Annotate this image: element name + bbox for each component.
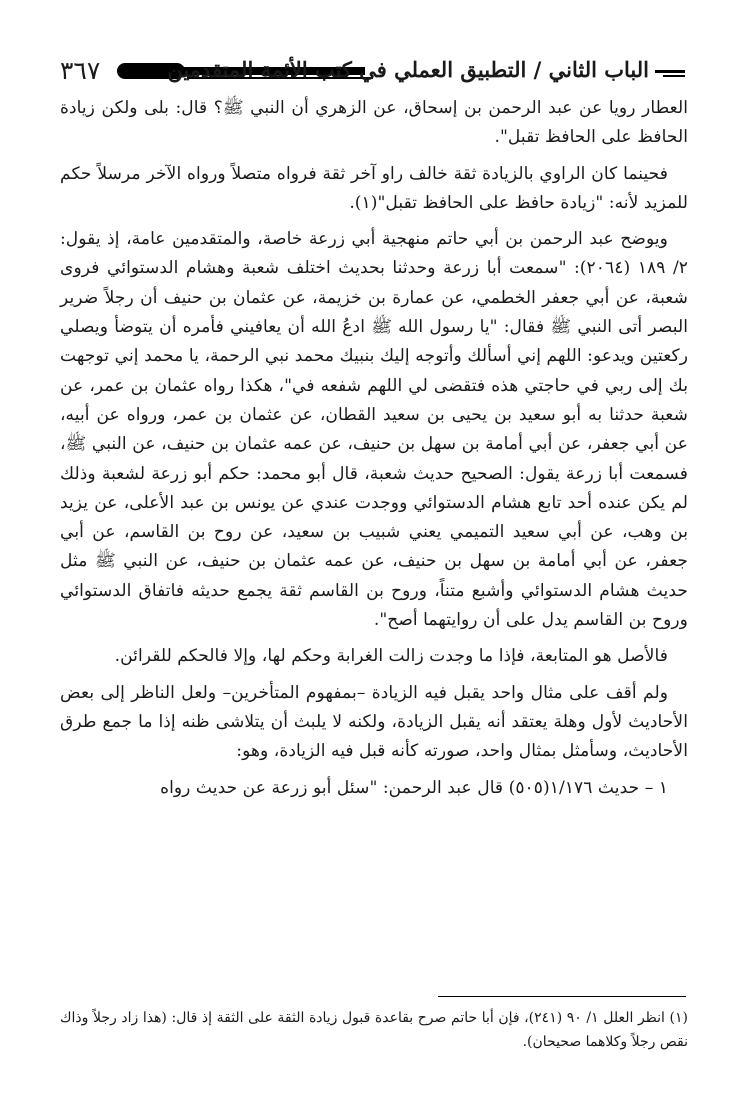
paragraph: ويوضح عبد الرحمن بن أبي حاتم منهجية أبي زرعة خاصة، والمتقدمين عامة، إذ يقول: ٢/ ١٨٩ (٢٠٦٤): "سمعت أبا زرعة وحدثنا بحديث اختلف شعبة وهشام الدستوائي فروى شعبة، عن أبي جعفر الخطمي، عن عمارة بن خزيمة، عن عثمان بن حنيف أن رجلاً ضرير البصر أتى النبي ﷺ فقال: "يا رسول الله ﷺ ادعُ الله أن يعافيني فأمره أن يتوضأ ويصلي ركعتين ويدعو: اللهم إني أسألك وأتوجه إليك بنبيك محمد نبي الرحمة، يا محمد إني توجهت بك إلى ربي في حاجتي هذه فتقضى لي اللهم شفعه في"، هكذا رواه عثمان بن عمر، عن شعبة حدثنا به أبو سعيد بن يحيى بن سعيد القطان، عن عثمان بن عمر، ورواه عن أبيه، عن أبي جعفر، عن أبي أمامة بن سهل بن حنيف، عن عمه عثمان بن حنيف، عن النبي ﷺ، فسمعت أبا زرعة يقول: الصحيح حديث شعبة، قال أبو محمد: حكم أبو زرعة لشعبة وذلك لم يكن عنده أحد تابع هشام الدستوائي ووجدت عندي عن يونس بن عبد الأعلى، عن يزيد بن وهب، عن أبي سعيد التميمي يعني شبيب بن سعيد، عن روح بن القاسم، عن أبي جعفر، عن أبي أمامة بن سهل بن حنيف، عن عمه عثمان بن حنيف، عن النبي ﷺ مثل حديث هشام الدستوائي وأشبع متناً، وروح بن القاسم ثقة يجمع حديثه فاتفاق الدستوائي وروح بن القاسم يدل على أن روايتهما أصح". (60, 229, 689, 631)
paragraph: ١ – حديث ١/١٧٦(٥٠٥) قال عبد الرحمن: "سئل أبو زرعة عن حديث رواه (160, 777, 668, 798)
footnote-text: (١) انظر العلل ١/ ٩٠ (٢٤١)، فإن أبا حاتم صرح بقاعدة قبول زيادة الثقة على الثقة إذ قال: (هذا زاد رجلاً وذاك نقص رجلاً وكلاهما صحيحان). (60, 1010, 688, 1050)
paragraph: ولم أقف على مثال واحد يقبل فيه الزيادة –بمفهوم المتأخرين– ولعل الناظر إلى بعض الأحاديث لأول وهلة يعتقد أنه يقبل الزيادة، ولكنه لا يلبث أن يتلاشى ظنه إذا ما جمع طرق الأحاديث، وسأمثل بمثال واحد، صورته كأنه قبل فيه الزيادة، وهو: (60, 682, 688, 762)
header-dash-lower (663, 75, 685, 77)
page-header (60, 50, 685, 96)
main-text (60, 94, 689, 798)
paragraph: فحينما كان الراوي بالزيادة ثقة خالف راو آخر ثقة فرواه متصلاً ورواه الآخر مرسلاً حكم للمزيد لأنه: "زيادة حافظ على الحافظ تقبل"(١). (60, 163, 688, 213)
paragraph: فالأصل هو المتابعة، فإذا ما وجدت زالت الغرابة وحكم لها، وإلا فالحكم للقرائن. (114, 646, 668, 667)
footnote (60, 1006, 688, 1066)
paragraph: العطار رويا عن عبد الرحمن بن إسحاق، عن الزهري أن النبي ﷺ؟ قال: بلى ولكن زيادة الحافظ على الحافظ تقبل". (60, 98, 688, 148)
page-number: ٣٦٧ (60, 56, 101, 85)
running-title: الباب الثاني / التطبيق العملي في كتب الأئمة المتقدمين (167, 57, 649, 82)
header-dash (655, 70, 685, 73)
footnote-separator (438, 996, 686, 997)
